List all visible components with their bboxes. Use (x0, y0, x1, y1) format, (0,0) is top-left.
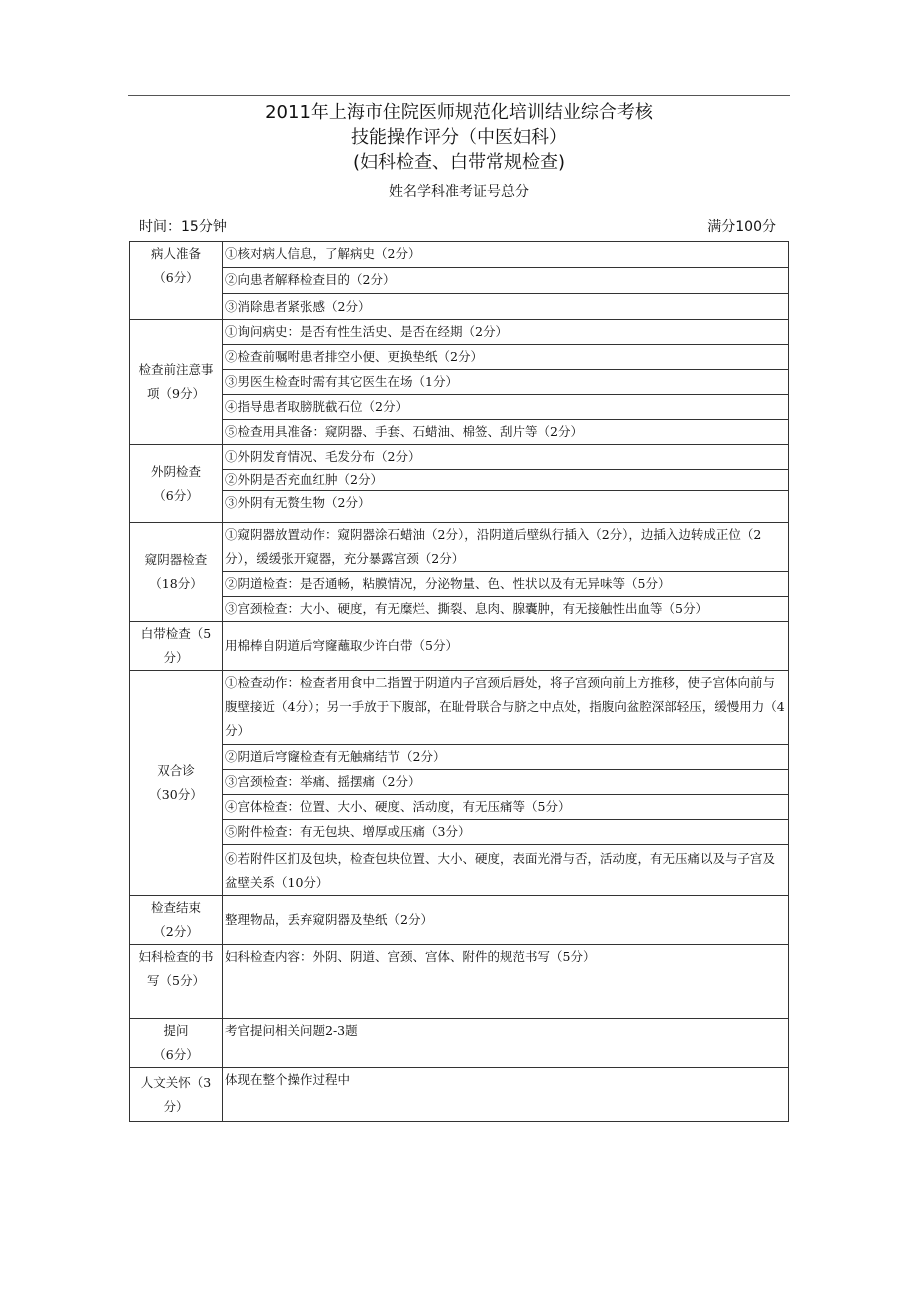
table-row (130, 294, 789, 320)
title-line-2: 技能操作评分（中医妇科） (351, 127, 567, 148)
item-cell: ②阴道检查：是否通畅，粘膜情况，分泌物量、色、性状以及有无异味等（5分） (223, 572, 789, 597)
category-cell: 人文关怀（3分） (130, 1068, 223, 1122)
item-cell: ③外阴有无赘生物（2分） (223, 491, 789, 523)
table-row (130, 671, 789, 745)
category-cell: 窥阴器检查（18分） (130, 523, 223, 622)
table-row (130, 795, 789, 820)
category-cell: 病人准备 （6分） (130, 242, 223, 320)
candidate-info-line: 姓名学科准考证号总分 (389, 184, 529, 200)
item-cell: ③宫颈检查：大小、硬度，有无糜烂、撕裂、息肉、腺囊肿，有无接触性出血等（5分） (223, 597, 789, 622)
title-line-1: 2011年上海市住院医师规范化培训结业综合考核 (265, 102, 653, 123)
table-row (130, 523, 789, 572)
table-row (130, 345, 789, 370)
item-cell: ④指导患者取膀胱截石位（2分） (223, 395, 789, 420)
item-cell: 妇科检查内容：外阴、阴道、宫颈、宫体、附件的规范书写（5分） (223, 945, 789, 1019)
table-row (130, 491, 789, 523)
table-row (130, 420, 789, 445)
table-row (130, 945, 789, 1019)
table-row (130, 470, 789, 491)
time-limit: 时间：15分钟 (139, 219, 227, 235)
table-row (130, 242, 789, 268)
category-cell: 白带检查（5分） (130, 622, 223, 671)
category-cell: 妇科检查的书写（5分） (130, 945, 223, 1019)
table-row (130, 395, 789, 420)
category-cell: 检查前注意事项（9分） (130, 320, 223, 445)
top-rule (128, 95, 790, 96)
item-cell: 考官提问相关问题2-3题 (223, 1019, 789, 1068)
item-cell: ①窥阴器放置动作：窥阴器涂石蜡油（2分），沿阴道后壁纵行插入（2分），边插入边转成正位（2分），缓缓张开窥器，充分暴露宫颈（2分） (223, 523, 789, 572)
item-cell: 整理物品，丢弃窥阴器及垫纸（2分） (223, 896, 789, 945)
table-row (130, 370, 789, 395)
category-cell: 提问 （6分） (130, 1019, 223, 1068)
item-cell: ①询问病史：是否有性生活史、是否在经期（2分） (223, 320, 789, 345)
item-cell: ②检查前嘱咐患者排空小便、更换垫纸（2分） (223, 345, 789, 370)
item-cell: ④宫体检查：位置、大小、硬度、活动度，有无压痛等（5分） (223, 795, 789, 820)
item-cell: ②向患者解释检查目的（2分） (223, 268, 789, 294)
table-row (130, 572, 789, 597)
table-row (130, 597, 789, 622)
table-row (130, 1019, 789, 1068)
item-cell: ③消除患者紧张感（2分） (223, 294, 789, 320)
item-cell: 用棉棒自阴道后穹窿蘸取少许白带（5分） (223, 622, 789, 671)
table-row (130, 445, 789, 470)
table-row (130, 268, 789, 294)
table-row (130, 745, 789, 770)
table-row (130, 820, 789, 845)
table-row (130, 1068, 789, 1122)
item-cell: ①检查动作：检查者用食中二指置于阴道内子宫颈后唇处，将子宫颈向前上方推移，使子宫体向前与腹壁接近（4分）；另一手放于下腹部，在耻骨联合与脐之中点处，指腹向盆腔深部轻压，缓慢用力（4分） (223, 671, 789, 745)
item-cell: ②外阴是否充血红肿（2分） (223, 470, 789, 491)
item-cell: ③男医生检查时需有其它医生在场（1分） (223, 370, 789, 395)
table-row (130, 896, 789, 945)
item-cell: ①核对病人信息，了解病史（2分） (223, 242, 789, 268)
item-cell: ①外阴发育情况、毛发分布（2分） (223, 445, 789, 470)
scoring-table (129, 241, 789, 1122)
full-score: 满分100分 (707, 219, 776, 235)
table-row (130, 622, 789, 671)
item-cell: ②阴道后穹窿检查有无触痛结节（2分） (223, 745, 789, 770)
title-line-3: (妇科检查、白带常规检查) (352, 152, 566, 173)
item-cell: ⑤附件检查：有无包块、增厚或压痛（3分） (223, 820, 789, 845)
item-cell: 体现在整个操作过程中 (223, 1068, 789, 1122)
table-row (130, 845, 789, 896)
table-row (130, 320, 789, 345)
category-cell: 双合诊 （30分） (130, 671, 223, 896)
item-cell: ③宫颈检查：举痛、摇摆痛（2分） (223, 770, 789, 795)
category-cell: 外阴检查 （6分） (130, 445, 223, 523)
category-cell: 检查结束 （2分） (130, 896, 223, 945)
table-row (130, 770, 789, 795)
item-cell: ⑥若附件区扪及包块，检查包块位置、大小、硬度，表面光滑与否，活动度，有无压痛以及与子宫及盆壁关系（10分） (223, 845, 789, 896)
item-cell: ⑤检查用具准备：窥阴器、手套、石蜡油、棉签、刮片等（2分） (223, 420, 789, 445)
